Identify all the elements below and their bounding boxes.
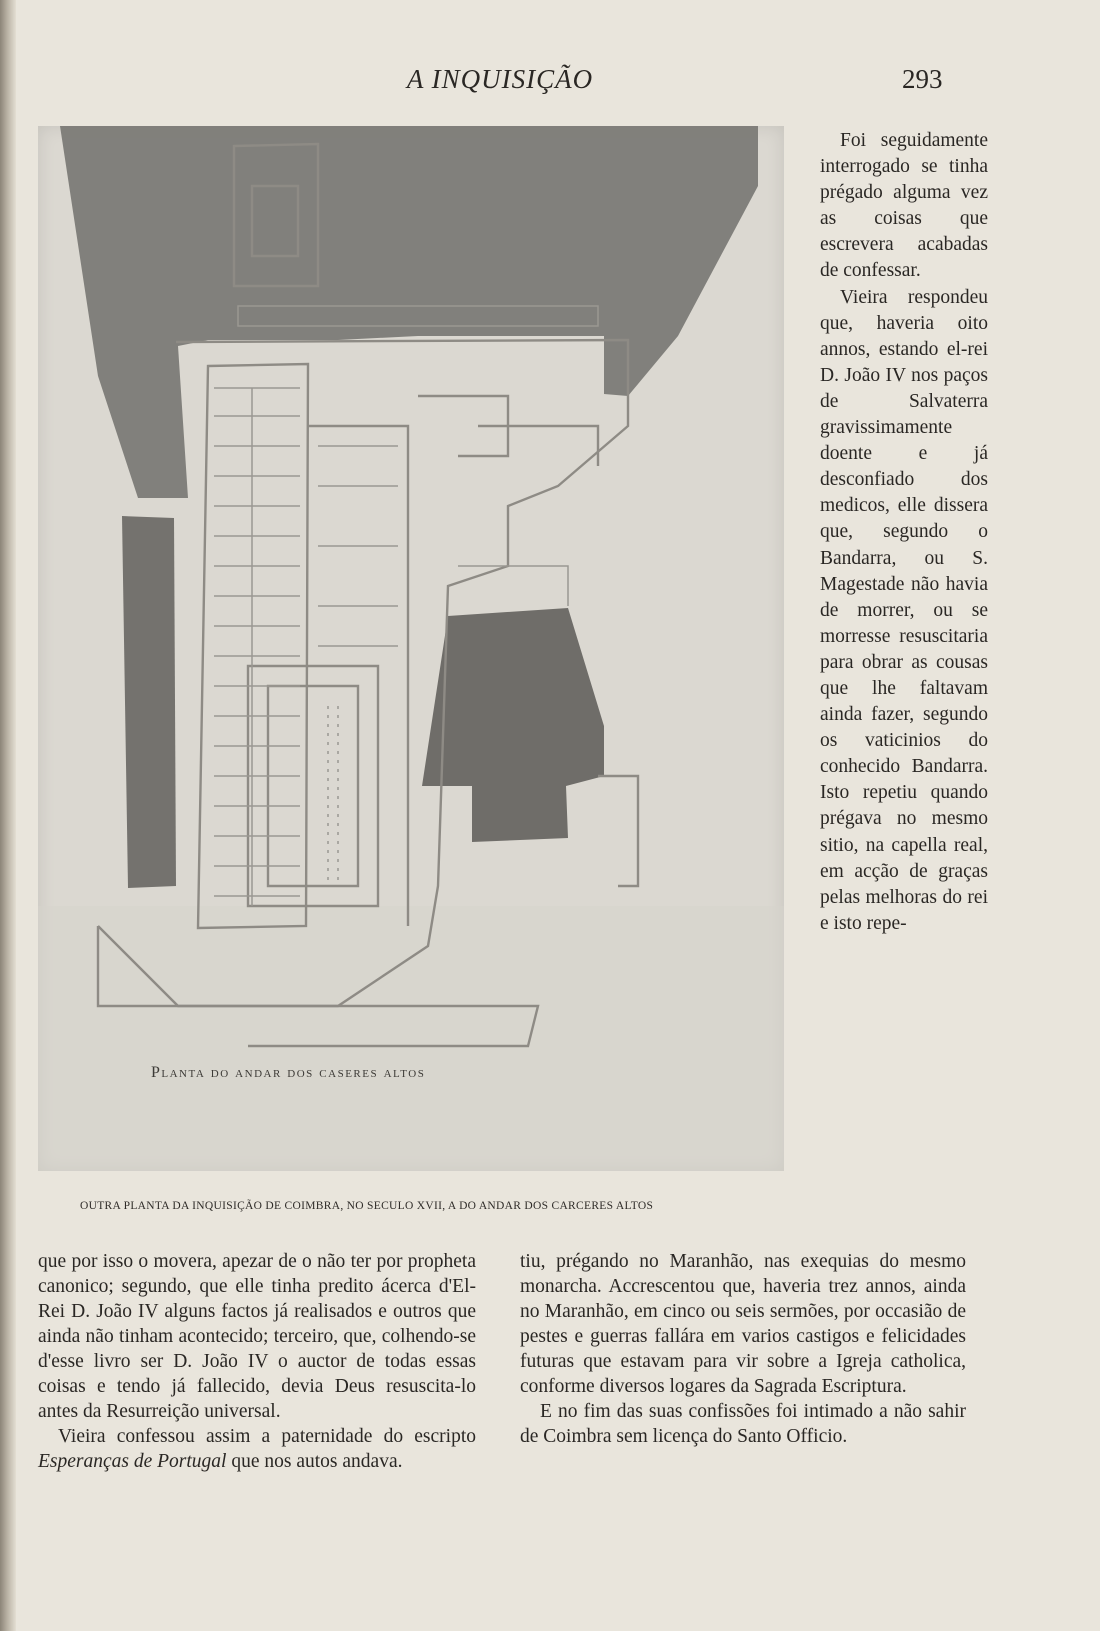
side-text-column xyxy=(820,128,988,937)
running-title: A INQUISIÇÃO xyxy=(406,64,594,94)
figure-caption: OUTRA PLANTA DA INQUISIÇÃO DE COIMBRA, NO SECULO XVII, A DO ANDAR DOS CARCERES ALTOS xyxy=(80,1200,654,1212)
paragraph xyxy=(38,1424,476,1474)
light-wash xyxy=(38,906,784,1171)
paragraph: E no fim das suas confissões foi intimado a não sahir de Coimbra sem licença do Santo Officio. xyxy=(520,1401,966,1447)
text-run: que nos autos andava. xyxy=(226,1451,403,1472)
plate-legend: Planta do andar dos caseres altos xyxy=(151,1064,426,1081)
page-binding-edge xyxy=(0,0,16,1631)
page-number: 293 xyxy=(902,64,943,94)
floor-plan-illustration xyxy=(38,126,784,1171)
floor-plan-drawing xyxy=(38,126,784,1171)
text-run: Vieira confessou assim a paternidade do escripto xyxy=(58,1426,476,1447)
paragraph: que por isso o movera, apezar de o não ter por propheta canonico; segundo, que elle tinha predito ácerca d'El-Rei D. João IV alguns factos já realisados e outros que ainda não tinham acontecido; terceiro, que, colhendo-se d'esse livro ser D. João IV o auctor de todas essas coisas e tendo já fallecido, devia Deus resuscita-lo antes da Resurreição universal. xyxy=(38,1251,476,1422)
dark-area-left xyxy=(122,516,176,888)
right-text-column xyxy=(520,1249,966,1449)
paragraph: Vieira respondeu que, haveria oito annos, estando el-rei D. João IV nos paços de Salvaterra gravissimamente doente e já desconfiado dos medicos, elle dissera que, segundo o Bandarra, ou S. Magestade não havia de morrer, ou se morresse resuscitaria para obrar as cousas que lhe faltavam ainda fazer, segundo os vaticinios do conhecido Bandarra. Isto repetiu quando prégava no mesmo sitio, na capella real, em acção de graças pelas melhoras do rei e isto repe- xyxy=(820,286,988,934)
paragraph: tiu, prégando no Maranhão, nas exequias do mesmo monarcha. Accrescentou que, haveria trez annos, ainda no Maranhão, em cinco ou seis sermões, por occasião de pestes e guerras fallára em varios castigos e felicidades futuras que estavam para vir sobre a Igreja catholica, conforme diversos logares da Sagrada Escriptura. xyxy=(520,1251,966,1397)
left-text-column xyxy=(38,1249,476,1474)
paragraph: Foi seguidamente interrogado se tinha prégado alguma vez as coisas que escrevera acabadas de confessar. xyxy=(820,130,988,282)
book-title: Esperanças de Portugal xyxy=(38,1451,227,1472)
dark-area-right xyxy=(422,608,604,842)
